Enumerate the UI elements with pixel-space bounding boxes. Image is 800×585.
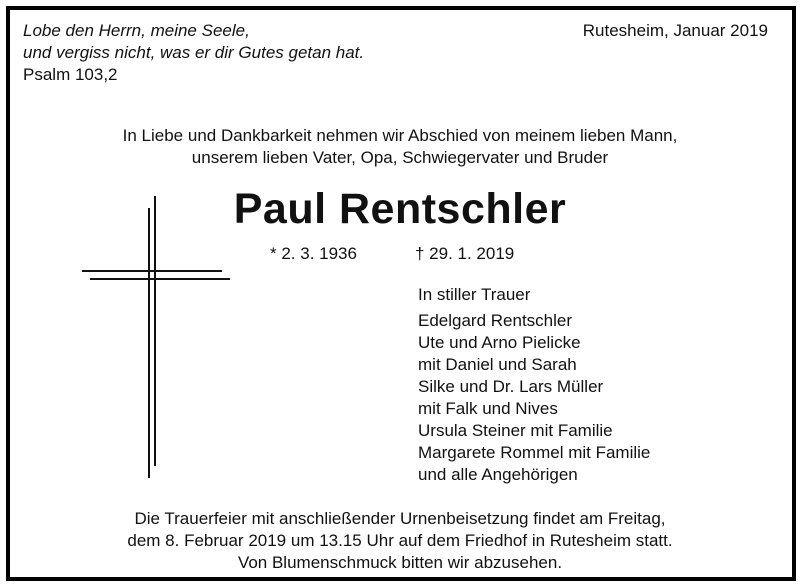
mourner-name: Ute und Arno Pielicke (418, 333, 581, 352)
quote-reference: Psalm 103,2 (23, 65, 118, 84)
cross-vertical-bar (154, 196, 156, 466)
mourner-name: mit Falk und Nives (418, 399, 558, 418)
intro-line: In Liebe und Dankbarkeit nehmen wir Abschied von meinem lieben Mann, (122, 126, 678, 145)
cross-vertical-bar (148, 208, 150, 478)
place-date: Rutesheim, Januar 2019 (582, 21, 768, 40)
deceased-name: Paul Rentschler (233, 185, 567, 233)
quote-line: Lobe den Herrn, meine Seele, (23, 21, 250, 40)
birth-date: * 2. 3. 1936 (270, 244, 357, 263)
intro-line: unserem lieben Vater, Opa, Schwiegervater und Bruder (191, 148, 609, 167)
mourner-name: Margarete Rommel mit Familie (418, 443, 651, 462)
mourner-name: Ursula Steiner mit Familie (418, 421, 613, 440)
mourner-name: und alle Angehörigen (418, 465, 578, 484)
cross-horizontal-bar (82, 270, 222, 272)
notice-line: dem 8. Februar 2019 um 13.15 Uhr auf dem Friedhof in Rutesheim statt. (127, 531, 673, 550)
funeral-notice (0, 508, 800, 574)
mourners-heading: In stiller Trauer (418, 285, 531, 304)
cross-horizontal-bar (90, 278, 230, 280)
obituary-border (6, 6, 796, 581)
mourner-name: Edelgard Rentschler (418, 311, 573, 330)
notice-line: Die Trauerfeier mit anschließender Urnenbeisetzung findet am Freitag, (134, 509, 666, 528)
mourners-list (418, 310, 650, 486)
mourner-name: Silke und Dr. Lars Müller (418, 377, 604, 396)
quote-line: und vergiss nicht, was er dir Gutes getan hat. (23, 43, 365, 62)
bible-quote (23, 20, 364, 64)
death-date: † 29. 1. 2019 (415, 244, 515, 263)
notice-line: Von Blumenschmuck bitten wir abzusehen. (237, 553, 563, 572)
mourner-name: mit Daniel und Sarah (418, 355, 577, 374)
intro-text (0, 125, 800, 169)
